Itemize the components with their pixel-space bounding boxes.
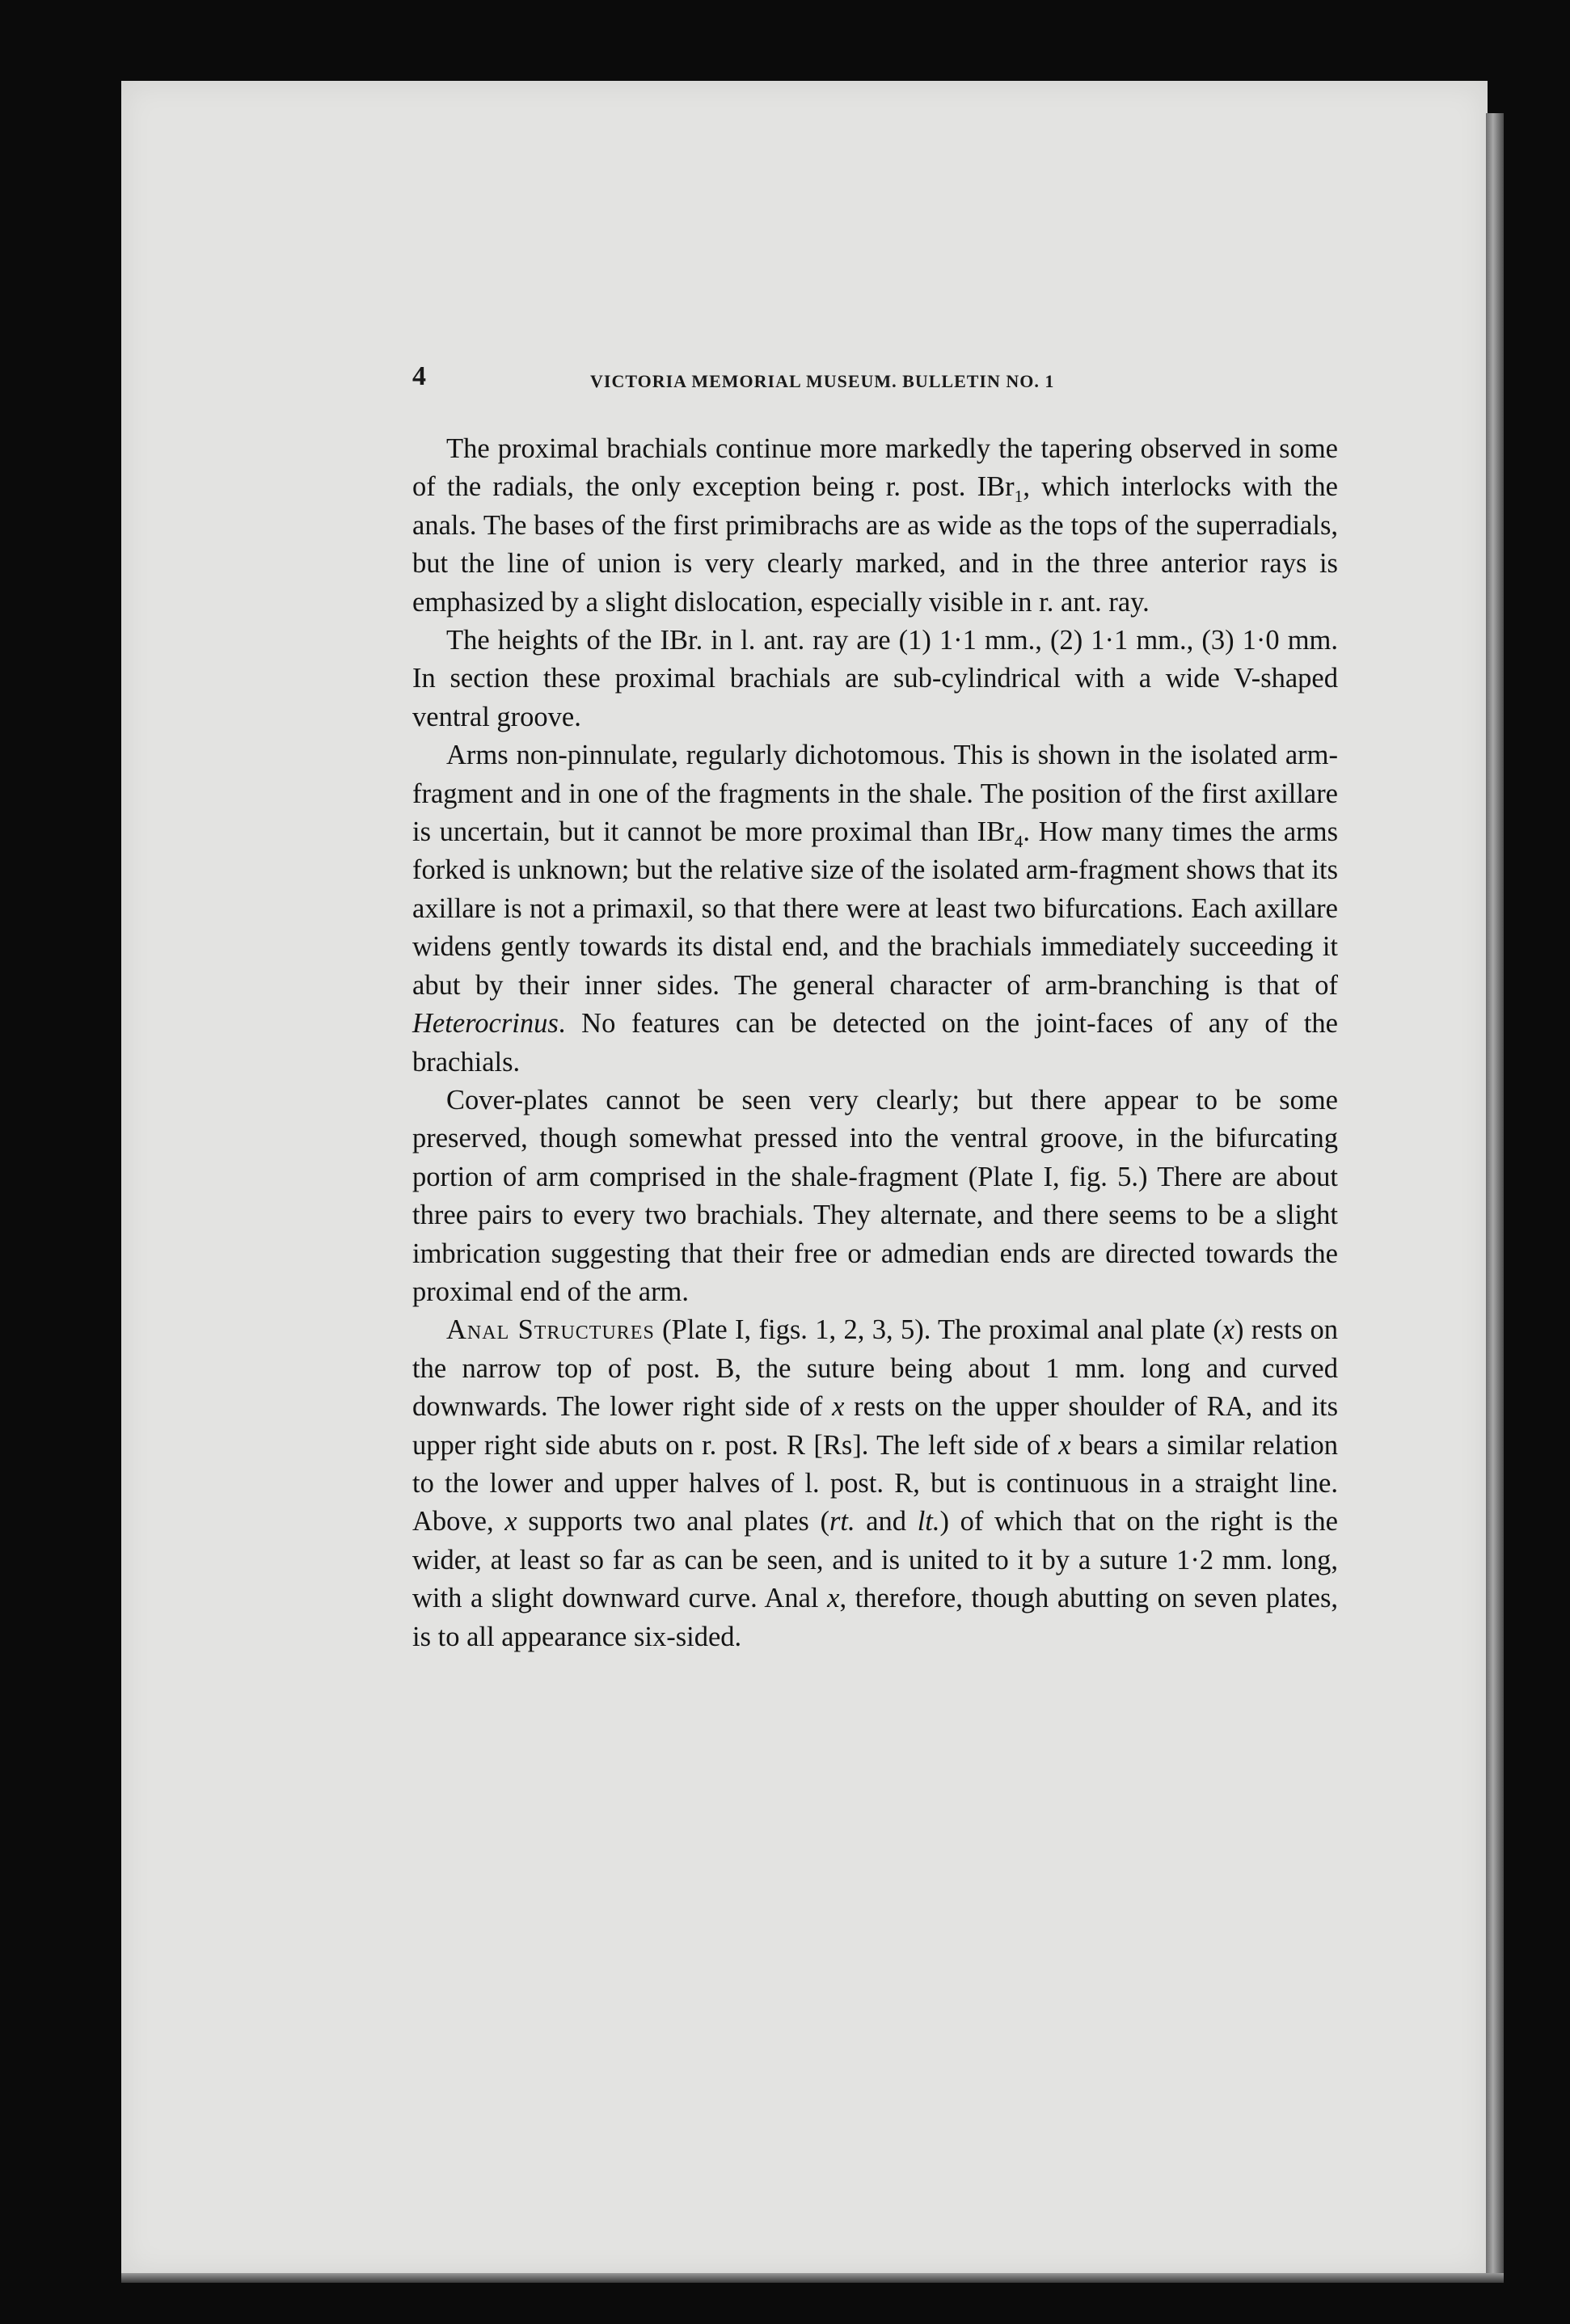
page-edge-bottom — [121, 2273, 1504, 2283]
paragraph-heights: The heights of the IBr. in l. ant. ray are (1) 1·1 mm., (2) 1·1 mm., (3) 1·0 mm. In section these proximal brachials are sub-cylindrical with a wide V-shaped ventral groove. — [412, 625, 1338, 732]
paragraph-arms: Arms non-pinnulate, regularly dichotomous. This is shown in the isolated arm-fragment and in one of the fragments in the shale. The position of the first axillare is uncertain, but it cannot be more proximal than IBr$_4$. How many times the arms forked is unknown; but the relative size of the isolated arm-fragment shows that its axillare is not a primaxil, so that there were at least two bifurcations. Each axillare widens gently towards its distal end, and the brachials immediately succeeding it abut by their inner sides. The general character of arm-branching is that of Heterocrinus. No features can be detected on the joint-faces of any of the brachials. — [412, 740, 1338, 1078]
page-edge-right — [1486, 113, 1504, 2280]
paragraph-anal-structures: Anal Structures (Plate I, figs. 1, 2, 3, 5). The proximal anal plate (x) rests on the narrow top of post. B, the suture being about 1 mm. long and curved downwards. The lower right side of x rests on the upper shoulder of RA, and its upper right side abuts on r. post. R [Rs]. The left side of x bears a similar relation to the lower and upper halves of l. post. R, but is continuous in a straight line. Above, x supports two anal plates (rt. and lt.) of which that on the right is the wider, at least so far as can be seen, and is united to it by a suture 1·2 mm. long, with a slight downward curve. Anal x, therefore, though abutting on seven plates, is to all appearance six-sided. — [412, 1314, 1339, 1652]
paragraph-cover-plates: Cover-plates cannot be seen very clearly; but there appear to be some preserved, though somewhat pressed into the ventral groove, in the bifurcating portion of arm comprised in the shale-fragment (Plate I, fig. 5.) There are about three pairs to every two brachials. They alternate, and there seems to be a slight imbrication suggesting that their free or admedian ends are directed towards the proximal end of the arm. — [412, 1084, 1338, 1307]
page-number: 4 — [412, 361, 427, 391]
subscript: 1 — [1014, 487, 1023, 507]
page-header — [412, 361, 1338, 400]
running-title: VICTORIA MEMORIAL MUSEUM. BULLETIN NO. 1 — [590, 371, 1055, 391]
section-heading: Anal Structures — [446, 1314, 655, 1346]
genus-name: Heterocrinus — [412, 1008, 559, 1040]
subscript: 4 — [1014, 831, 1023, 851]
page-body — [412, 430, 1338, 1656]
paragraph-proximal-brachials: The proximal brachials continue more markedly the tapering observed in some of the radials, the only exception being r. post. IBr$_1$, which interlocks with the anals. The bases of the first primibrachs are as wide as the tops of the superradials, but the line of union is very clearly marked, and in the three anterior rays is emphasized by a slight dislocation, especially visible in r. ant. ray. — [412, 433, 1338, 618]
